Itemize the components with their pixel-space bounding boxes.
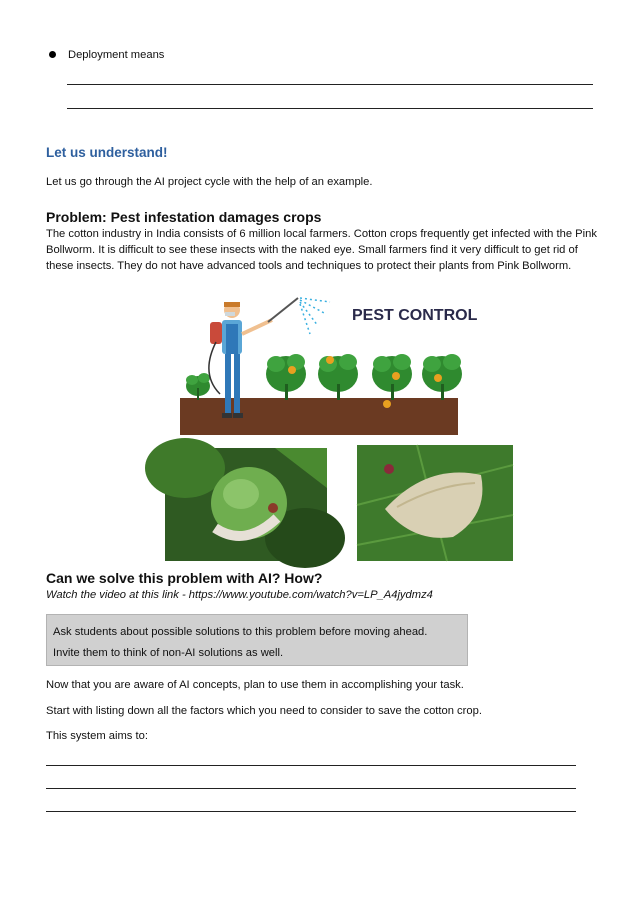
closing-paragraph: This system aims to: xyxy=(46,730,148,742)
cotton-boll-photo xyxy=(165,448,327,561)
solve-heading: Can we solve this problem with AI? How? xyxy=(46,570,323,586)
problem-heading: Problem: Pest infestation damages crops xyxy=(46,209,322,225)
teacher-note-box xyxy=(46,614,468,666)
pest-control-svg xyxy=(180,294,478,435)
note-line: Ask students about possible solutions to this problem before moving ahead. xyxy=(53,626,428,638)
bullet-text: Deployment means xyxy=(68,49,165,61)
problem-body: The cotton industry in India consists of 6 million local farmers. Cotton crops frequently get infected with the Pink Bollworm. It is difficult to see these insects with the naked eye. Small farmers find it very difficult to get rid of these insects. They do not have advanced tools and techniques to protect their plants from Pink Bollworm. xyxy=(46,228,597,273)
pest-bug xyxy=(383,400,391,408)
soil-band xyxy=(180,398,458,435)
pest-control-illustration xyxy=(180,294,478,435)
closing-paragraph: Now that you are aware of AI concepts, plan to use them in accomplishing your task. xyxy=(46,679,464,691)
answer-line xyxy=(67,108,593,109)
intro-text: Let us go through the AI project cycle with the help of an example. xyxy=(46,176,373,188)
bullet-dot xyxy=(49,51,56,58)
answer-line xyxy=(46,788,576,789)
answer-line xyxy=(46,811,576,812)
note-line: Invite them to think of non-AI solutions as well. xyxy=(53,647,284,659)
video-link[interactable]: Watch the video at this link - https://www.youtube.com/watch?v=LP_A4jydmz4 xyxy=(46,589,433,601)
spray-mist xyxy=(300,298,330,334)
answer-line xyxy=(46,765,576,766)
answer-line xyxy=(67,84,593,85)
pink-bollworm-moth-photo xyxy=(357,445,513,561)
closing-paragraph: Start with listing down all the factors which you need to consider to save the cotton crop. xyxy=(46,705,482,717)
section-heading: Let us understand! xyxy=(46,145,168,160)
pest-control-caption: PEST CONTROL xyxy=(352,307,478,324)
